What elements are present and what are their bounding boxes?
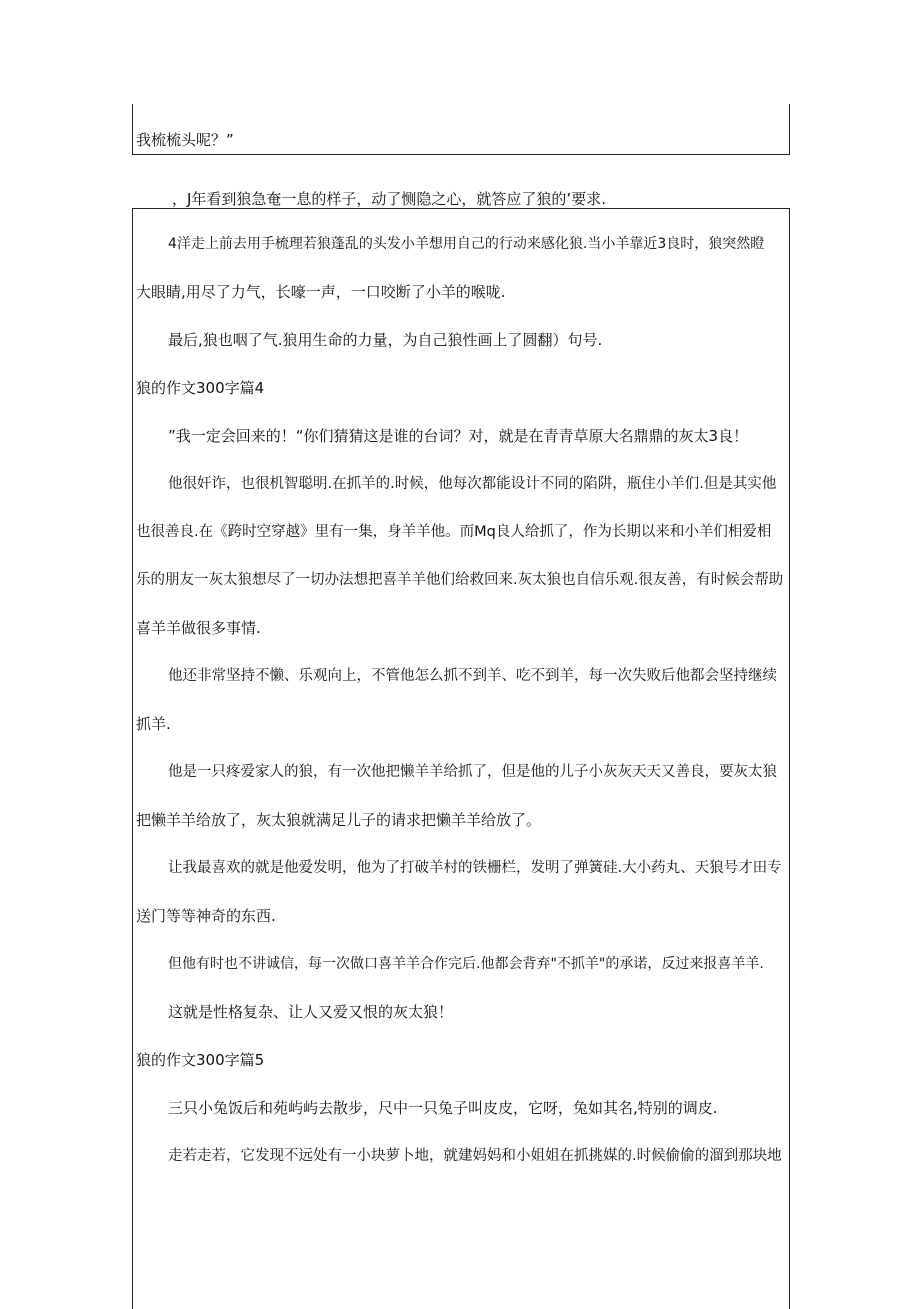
section-heading: 狼的作文300字篇4 [136,379,265,397]
text-line: 他还非常坚持不懒、乐观向上，不管他怎么抓不到羊、吃不到羊，每一次失败后他都会坚持继续 [168,668,777,684]
text-line: 但他有时也不讲诚信，每一次做口喜羊羊合作完后.他都会背弃"不抓羊"的承诺，反过来报喜羊羊. [168,956,764,972]
text-line: 他是一只疼爱家人的狼，有一次他把懒羊羊给抓了，但是他的儿子小灰灰天天又善良，要灰太狼 [168,764,777,780]
text-line: 乐的朋友一灰太狼想尽了一切办法想把喜羊羊他们给救回来.灰太狼也自信乐观.很友善，有时候会帮助 [136,572,784,588]
text-line: 4洋走上前去用手梳理若狼蓬乱的头发小羊想用自己的行动来感化狼.当小羊靠近3良时，狼突然瞪 [168,236,765,252]
text-line: 我梳梳头呢？” [136,131,234,149]
main-text-frame [132,208,790,1309]
text-line: 送门等等神奇的东西. [136,907,276,925]
text-line: 喜羊羊做很多事情. [136,619,261,637]
text-line: 大眼睛,用尽了力气，长嚎一声，一口咬断了小羊的喉咙. [136,283,506,301]
text-line: ，J年看到狼急奄一息的样子，动了恻隐之心，就答应了狼的’要求. [172,190,606,208]
text-line: 三只小兔饭后和苑屿屿去散步，尺中一只兔子叫皮皮，它呀，兔如其名,特别的调皮. [168,1099,718,1117]
text-line: ”我一定会回来的！“你们猜猜这是谁的台词？对，就是在青青草原大名鼎鼎的灰太3良！ [168,427,749,445]
text-line: 也很善良.在《跨时空穿越》里有一集，身羊羊他。而Mq良人给抓了，作为长期以来和小羊们相爱相 [136,524,772,540]
text-line: 这就是性格复杂、让人又爱又恨的灰太狼！ [168,1003,454,1021]
text-line: 让我最喜欢的就是他爱发明，他为了打破羊村的铁栅栏，发明了弹簧硅.大小药丸、天狼号才田专 [168,860,782,876]
text-line: 抓羊. [136,715,171,733]
text-line: 走若走若，它发现不远处有一小块萝卜地，就建妈妈和小姐姐在抓挑媒的.时候偷偷的溜到那块地 [168,1148,782,1164]
text-line: 把懒羊羊给放了，灰太狼就满足儿子的请求把懒羊羊给放了。 [136,811,542,829]
text-line: 他很奸诈，也很机智聪明.在抓羊的.时候，他每次都能设计不同的陷阱，瓶住小羊们.但是其实他 [168,476,777,492]
section-heading: 狼的作文300字篇5 [136,1051,265,1069]
text-line: 最后,狼也咽了气.狼用生命的力量，为自己狼性画上了圆翻）句号. [168,331,603,349]
